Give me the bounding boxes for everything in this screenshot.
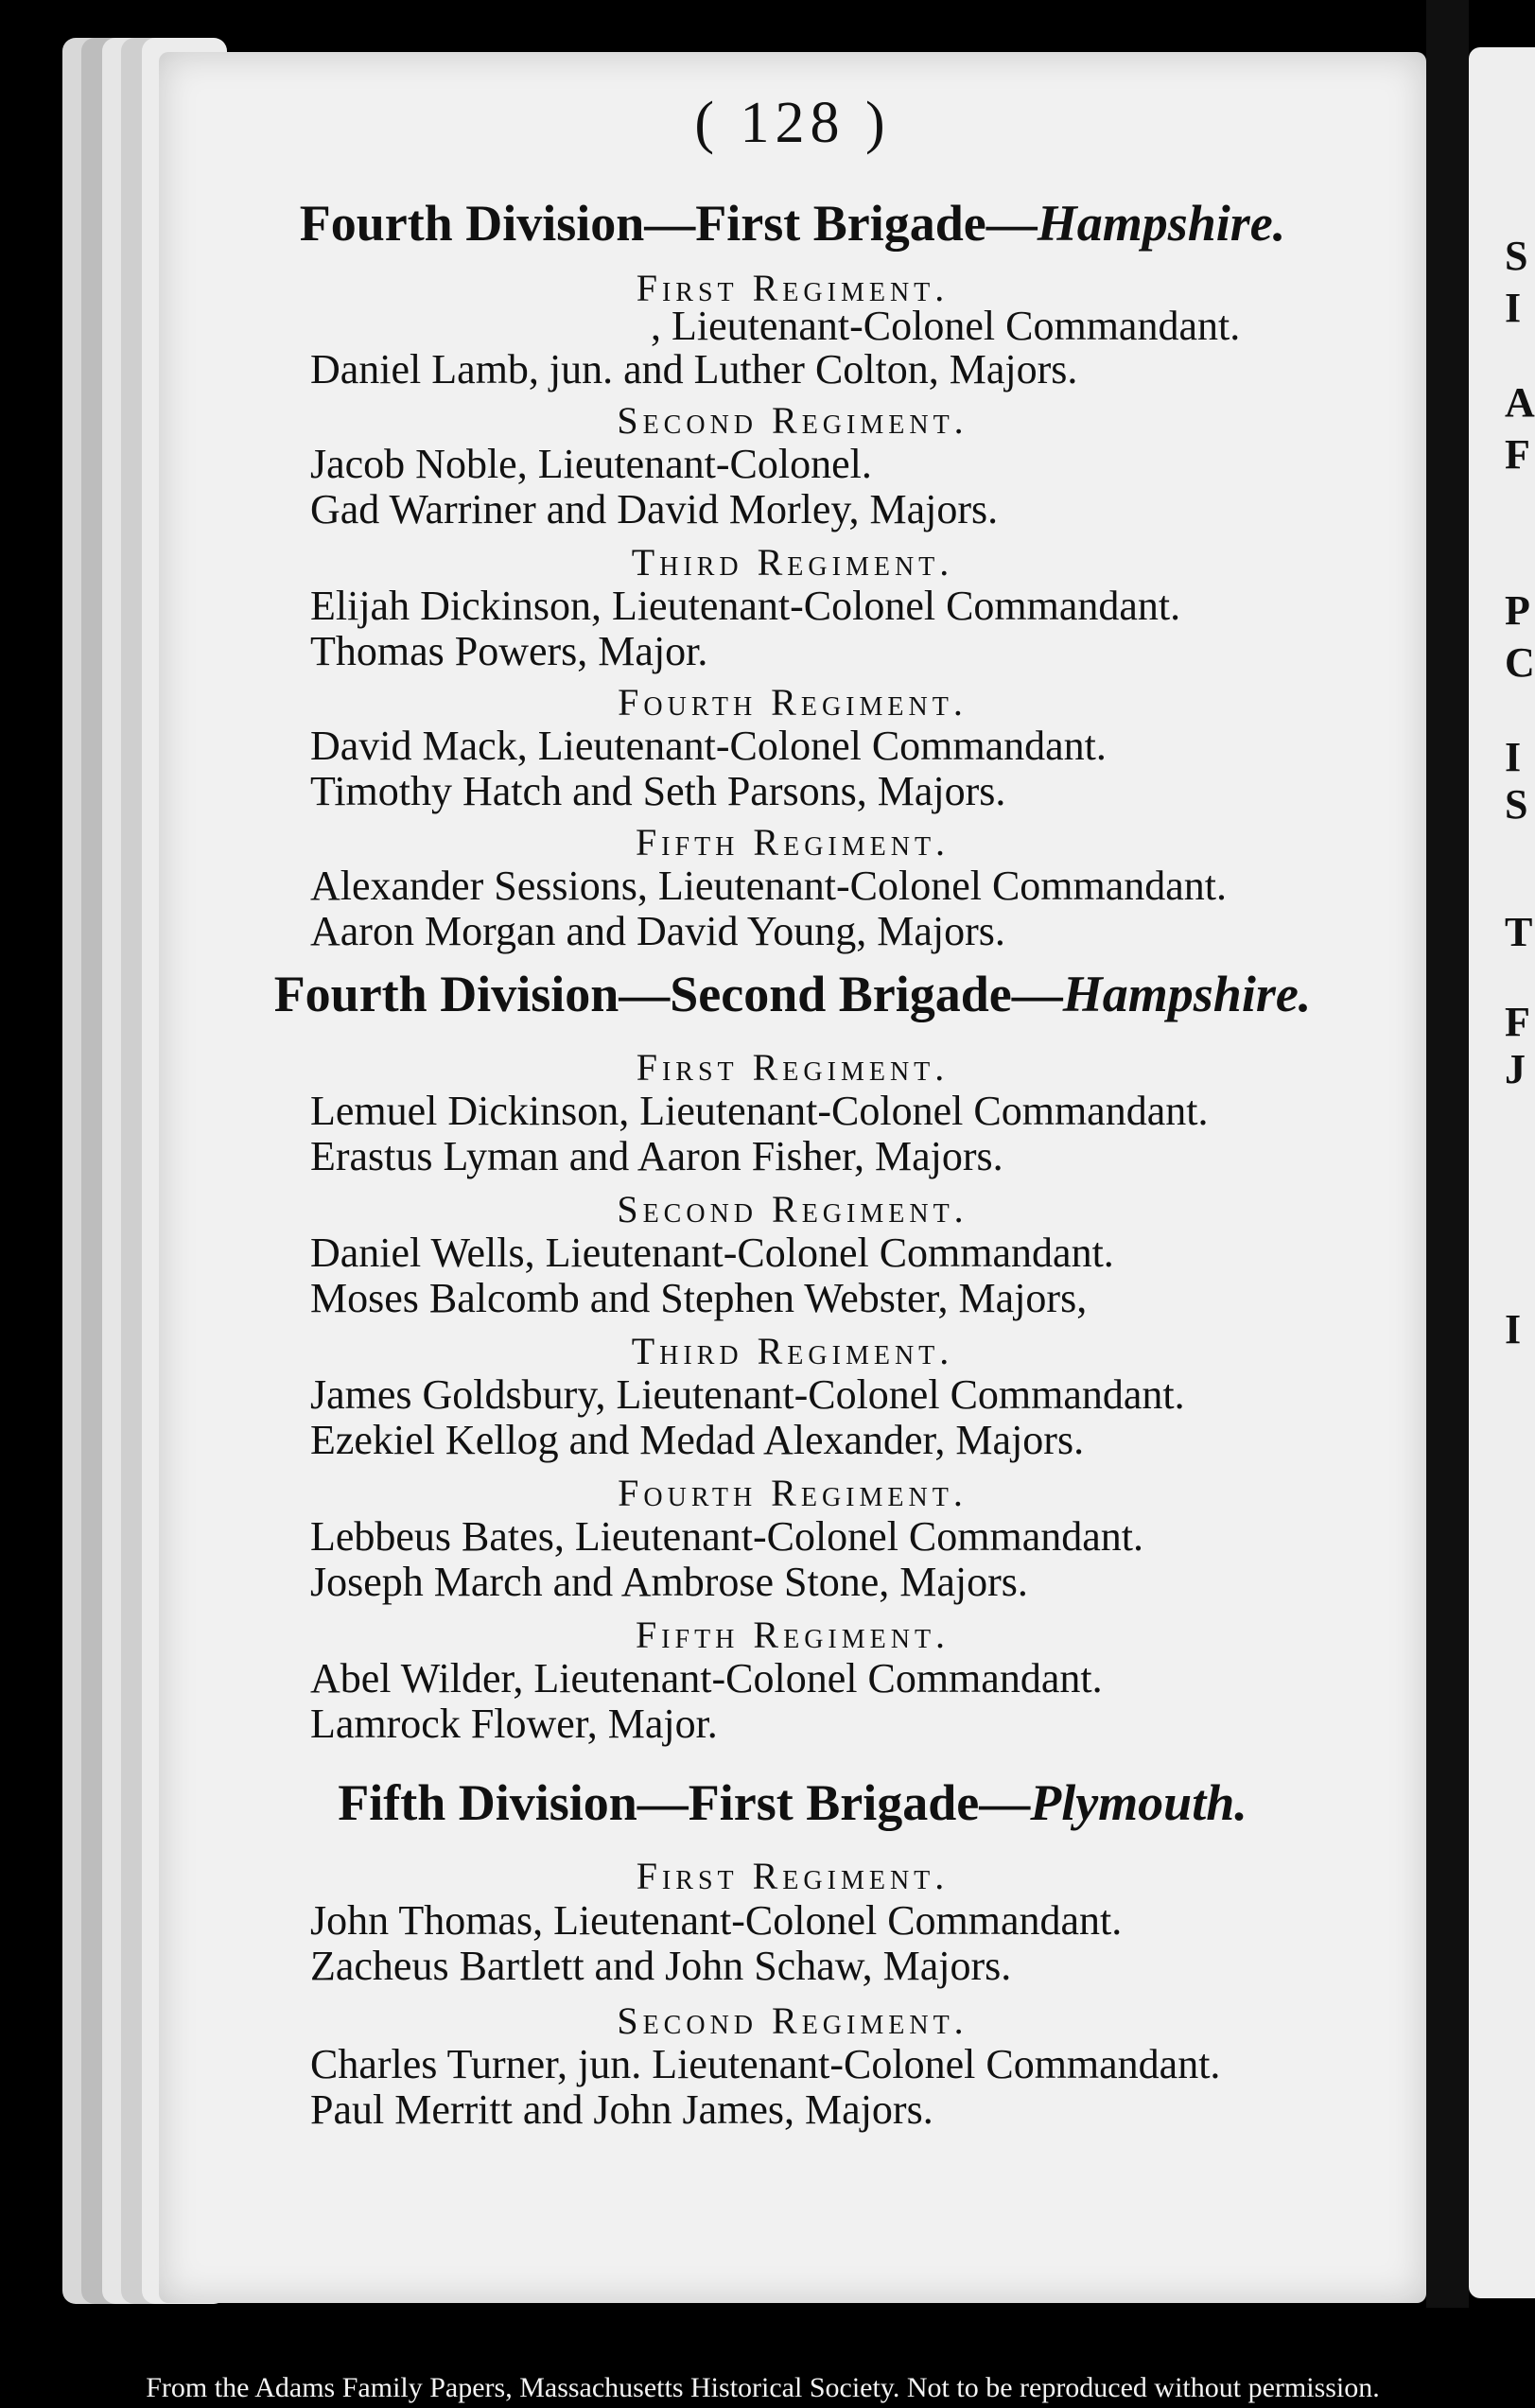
officer-line: Daniel Wells, Lieutenant-Colonel Commandant. <box>310 1230 1114 1276</box>
officer-line: Thomas Powers, Major. <box>310 628 708 674</box>
officer-line: Abel Wilder, Lieutenant-Colonel Commandant. <box>310 1655 1103 1701</box>
officer-line: Elijah Dickinson, Lieutenant-Colonel Commandant. <box>310 583 1181 629</box>
officer-line: Moses Balcomb and Stephen Webster, Majors, <box>310 1275 1088 1321</box>
regiment-title: Fifth Regiment. <box>635 821 951 864</box>
facing-letter: A <box>1505 379 1535 426</box>
officer-line: Paul Merritt and John James, Majors. <box>310 2086 933 2133</box>
officer-line: David Mack, Lieutenant-Colonel Commandant. <box>310 723 1107 769</box>
officer-line: Aaron Morgan and David Young, Majors. <box>310 908 1005 954</box>
officer-line: Lebbeus Bates, Lieutenant-Colonel Commandant. <box>310 1513 1144 1560</box>
regiment-title: First Regiment. <box>636 1855 950 1897</box>
regiment-title: Third Regiment. <box>631 541 954 584</box>
division-heading <box>159 1773 1426 1832</box>
county-name: Hampshire. <box>1062 966 1312 1022</box>
regiment-title: First Regiment. <box>636 267 950 309</box>
copyright-footer: From the Adams Family Papers, Massachusetts Historical Society. Not to be reproduced without permission. <box>146 2372 1380 2403</box>
facing-letter: I <box>1505 734 1522 780</box>
county-name: Plymouth. <box>1030 1774 1247 1831</box>
division-title: Fifth Division—First Brigade— <box>338 1774 1031 1831</box>
facing-letter: J <box>1505 1046 1526 1092</box>
regiment-title: Third Regiment. <box>631 1330 954 1372</box>
division-heading <box>159 965 1426 1023</box>
regiment-title: Fourth Regiment. <box>618 681 968 724</box>
county-name: Hampshire. <box>1037 195 1286 252</box>
officer-line: Gad Warriner and David Morley, Majors. <box>310 486 999 532</box>
regiment-title: Fifth Regiment. <box>635 1614 951 1656</box>
facing-letter: F <box>1505 999 1530 1045</box>
division-title: Fourth Division—Second Brigade— <box>273 966 1063 1022</box>
book-page <box>159 52 1426 2303</box>
regiment-title: Second Regiment. <box>617 399 968 442</box>
regiment-title: Second Regiment. <box>617 1188 968 1230</box>
page-number: ( 128 ) <box>694 91 891 155</box>
officer-line: Erastus Lyman and Aaron Fisher, Majors. <box>310 1133 1003 1179</box>
officer-line: Zacheus Bartlett and John Schaw, Majors. <box>310 1943 1012 1989</box>
facing-letter: S <box>1505 233 1528 279</box>
facing-letter: S <box>1505 781 1528 828</box>
book-gutter <box>1426 0 1469 2308</box>
regiment-title: First Regiment. <box>636 1046 950 1089</box>
officer-line: Joseph March and Ambrose Stone, Majors. <box>310 1559 1028 1605</box>
facing-letter: F <box>1505 431 1530 478</box>
regiment-title: Second Regiment. <box>617 1999 968 2042</box>
regiment-title: Fourth Regiment. <box>618 1472 968 1514</box>
facing-letter: C <box>1505 639 1535 686</box>
officer-line: Ezekiel Kellog and Medad Alexander, Majors. <box>310 1417 1085 1463</box>
officer-line: Lamrock Flower, Major. <box>310 1701 718 1747</box>
officer-line: Daniel Lamb, jun. and Luther Colton, Majors. <box>310 346 1078 393</box>
officer-line: Alexander Sessions, Lieutenant-Colonel Commandant. <box>310 863 1228 909</box>
facing-letter: T <box>1505 909 1533 955</box>
officer-line: Timothy Hatch and Seth Parsons, Majors. <box>310 768 1006 814</box>
facing-letter: P <box>1505 587 1530 634</box>
officer-line: James Goldsbury, Lieutenant-Colonel Commandant. <box>310 1371 1185 1418</box>
officer-line: John Thomas, Lieutenant-Colonel Commandant. <box>310 1897 1123 1944</box>
officer-line: Jacob Noble, Lieutenant-Colonel. <box>310 441 872 487</box>
officer-line: , Lieutenant-Colonel Commandant. <box>651 303 1241 349</box>
division-heading <box>159 194 1426 253</box>
facing-letter: I <box>1505 1306 1522 1352</box>
officer-line: Lemuel Dickinson, Lieutenant-Colonel Commandant. <box>310 1088 1209 1134</box>
officer-line: Charles Turner, jun. Lieutenant-Colonel Commandant. <box>310 2041 1221 2087</box>
facing-letter: I <box>1505 285 1522 331</box>
facing-page <box>1469 47 1535 2298</box>
division-title: Fourth Division—First Brigade— <box>299 195 1038 252</box>
